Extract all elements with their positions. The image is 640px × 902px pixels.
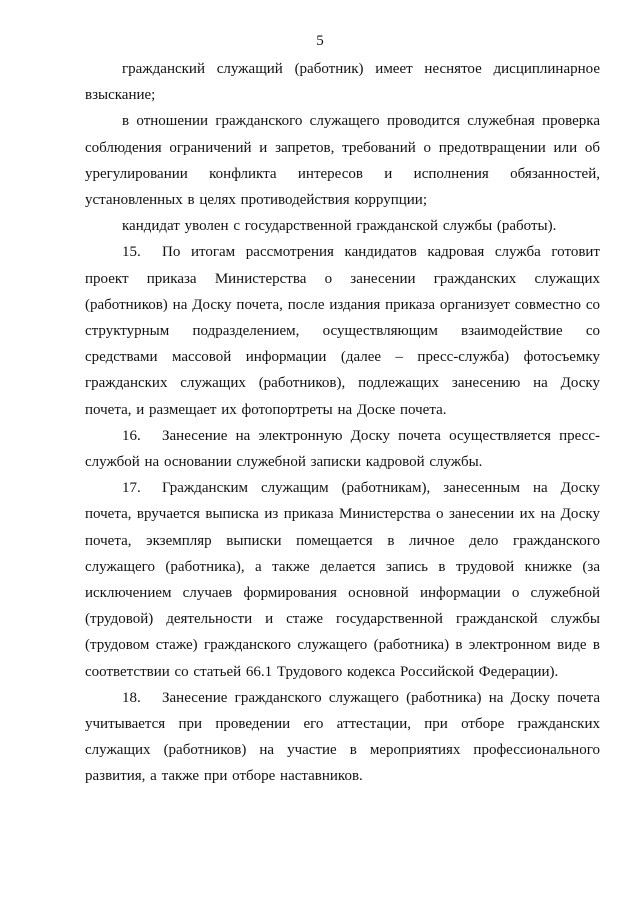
paragraph-16 (85, 423, 600, 475)
paragraph-number: 18. (122, 689, 141, 706)
paragraph-18 (85, 685, 600, 790)
paragraph-text: Занесение на электронную Доску почета осуществляется пресс-службой на основании служебной записки кадровой службы. (85, 427, 600, 471)
text-block (85, 56, 600, 790)
paragraph-number: 16. (122, 427, 141, 444)
paragraph-continuation-3 (85, 213, 600, 239)
paragraph-text: гражданский служащий (работник) имеет неснятое дисциплинарное взыскание; (85, 61, 600, 104)
paragraph-text: в отношении гражданского служащего проводится служебная проверка соблюдения ограничений и запретов, требований о предотвращении или об урегулировании конфликта интересов и исполнения обязанностей, установленных в целях противодействия коррупции; (85, 113, 600, 209)
paragraph-text: кандидат уволен с государственной гражданской службы (работы). (122, 218, 557, 235)
paragraph-number: 15. (122, 244, 141, 261)
paragraph-continuation-2 (85, 108, 600, 213)
paragraph-text: По итогам рассмотрения кандидатов кадровая служба готовит проект приказа Министерства о занесении гражданских служащих (работников) на Доску почета, после издания приказа организует совместно со структурным подразделением, осуществляющим взаимодействие со средствами массовой информации (далее – пресс-служба) фотосъемку гражданских служащих (работников), подлежащих занесению на Доску почета, и размещает их фотопортреты на Доске почета. (85, 244, 600, 418)
paragraph-text: Гражданским служащим (работникам), занесенным на Доску почета, вручается выписка из приказа Министерства о занесении их на Доску почета, экземпляр выписки помещается в личное дело гражданского служащего (работника), а также делается запись в трудовой книжке (за исключением случаев формирования основной информации о служебной (трудовой) деятельности и стаже государственной гражданской службы (трудовом стаже) гражданского служащего (работника) в электронном виде в соответствии со статьей 66.1 Трудового кодекса Российской Федерации). (85, 480, 600, 680)
paragraph-15 (85, 239, 600, 422)
paragraph-number: 17. (122, 480, 141, 497)
paragraph-text: Занесение гражданского служащего (работника) на Доску почета учитывается при проведении его аттестации, при отборе гражданских служащих (работников) на участие в мероприятиях профессионального развития, а также при отборе наставников. (85, 689, 600, 785)
paragraph-continuation-1 (85, 56, 600, 108)
page-number: 5 (316, 33, 324, 49)
paragraph-17 (85, 475, 600, 685)
